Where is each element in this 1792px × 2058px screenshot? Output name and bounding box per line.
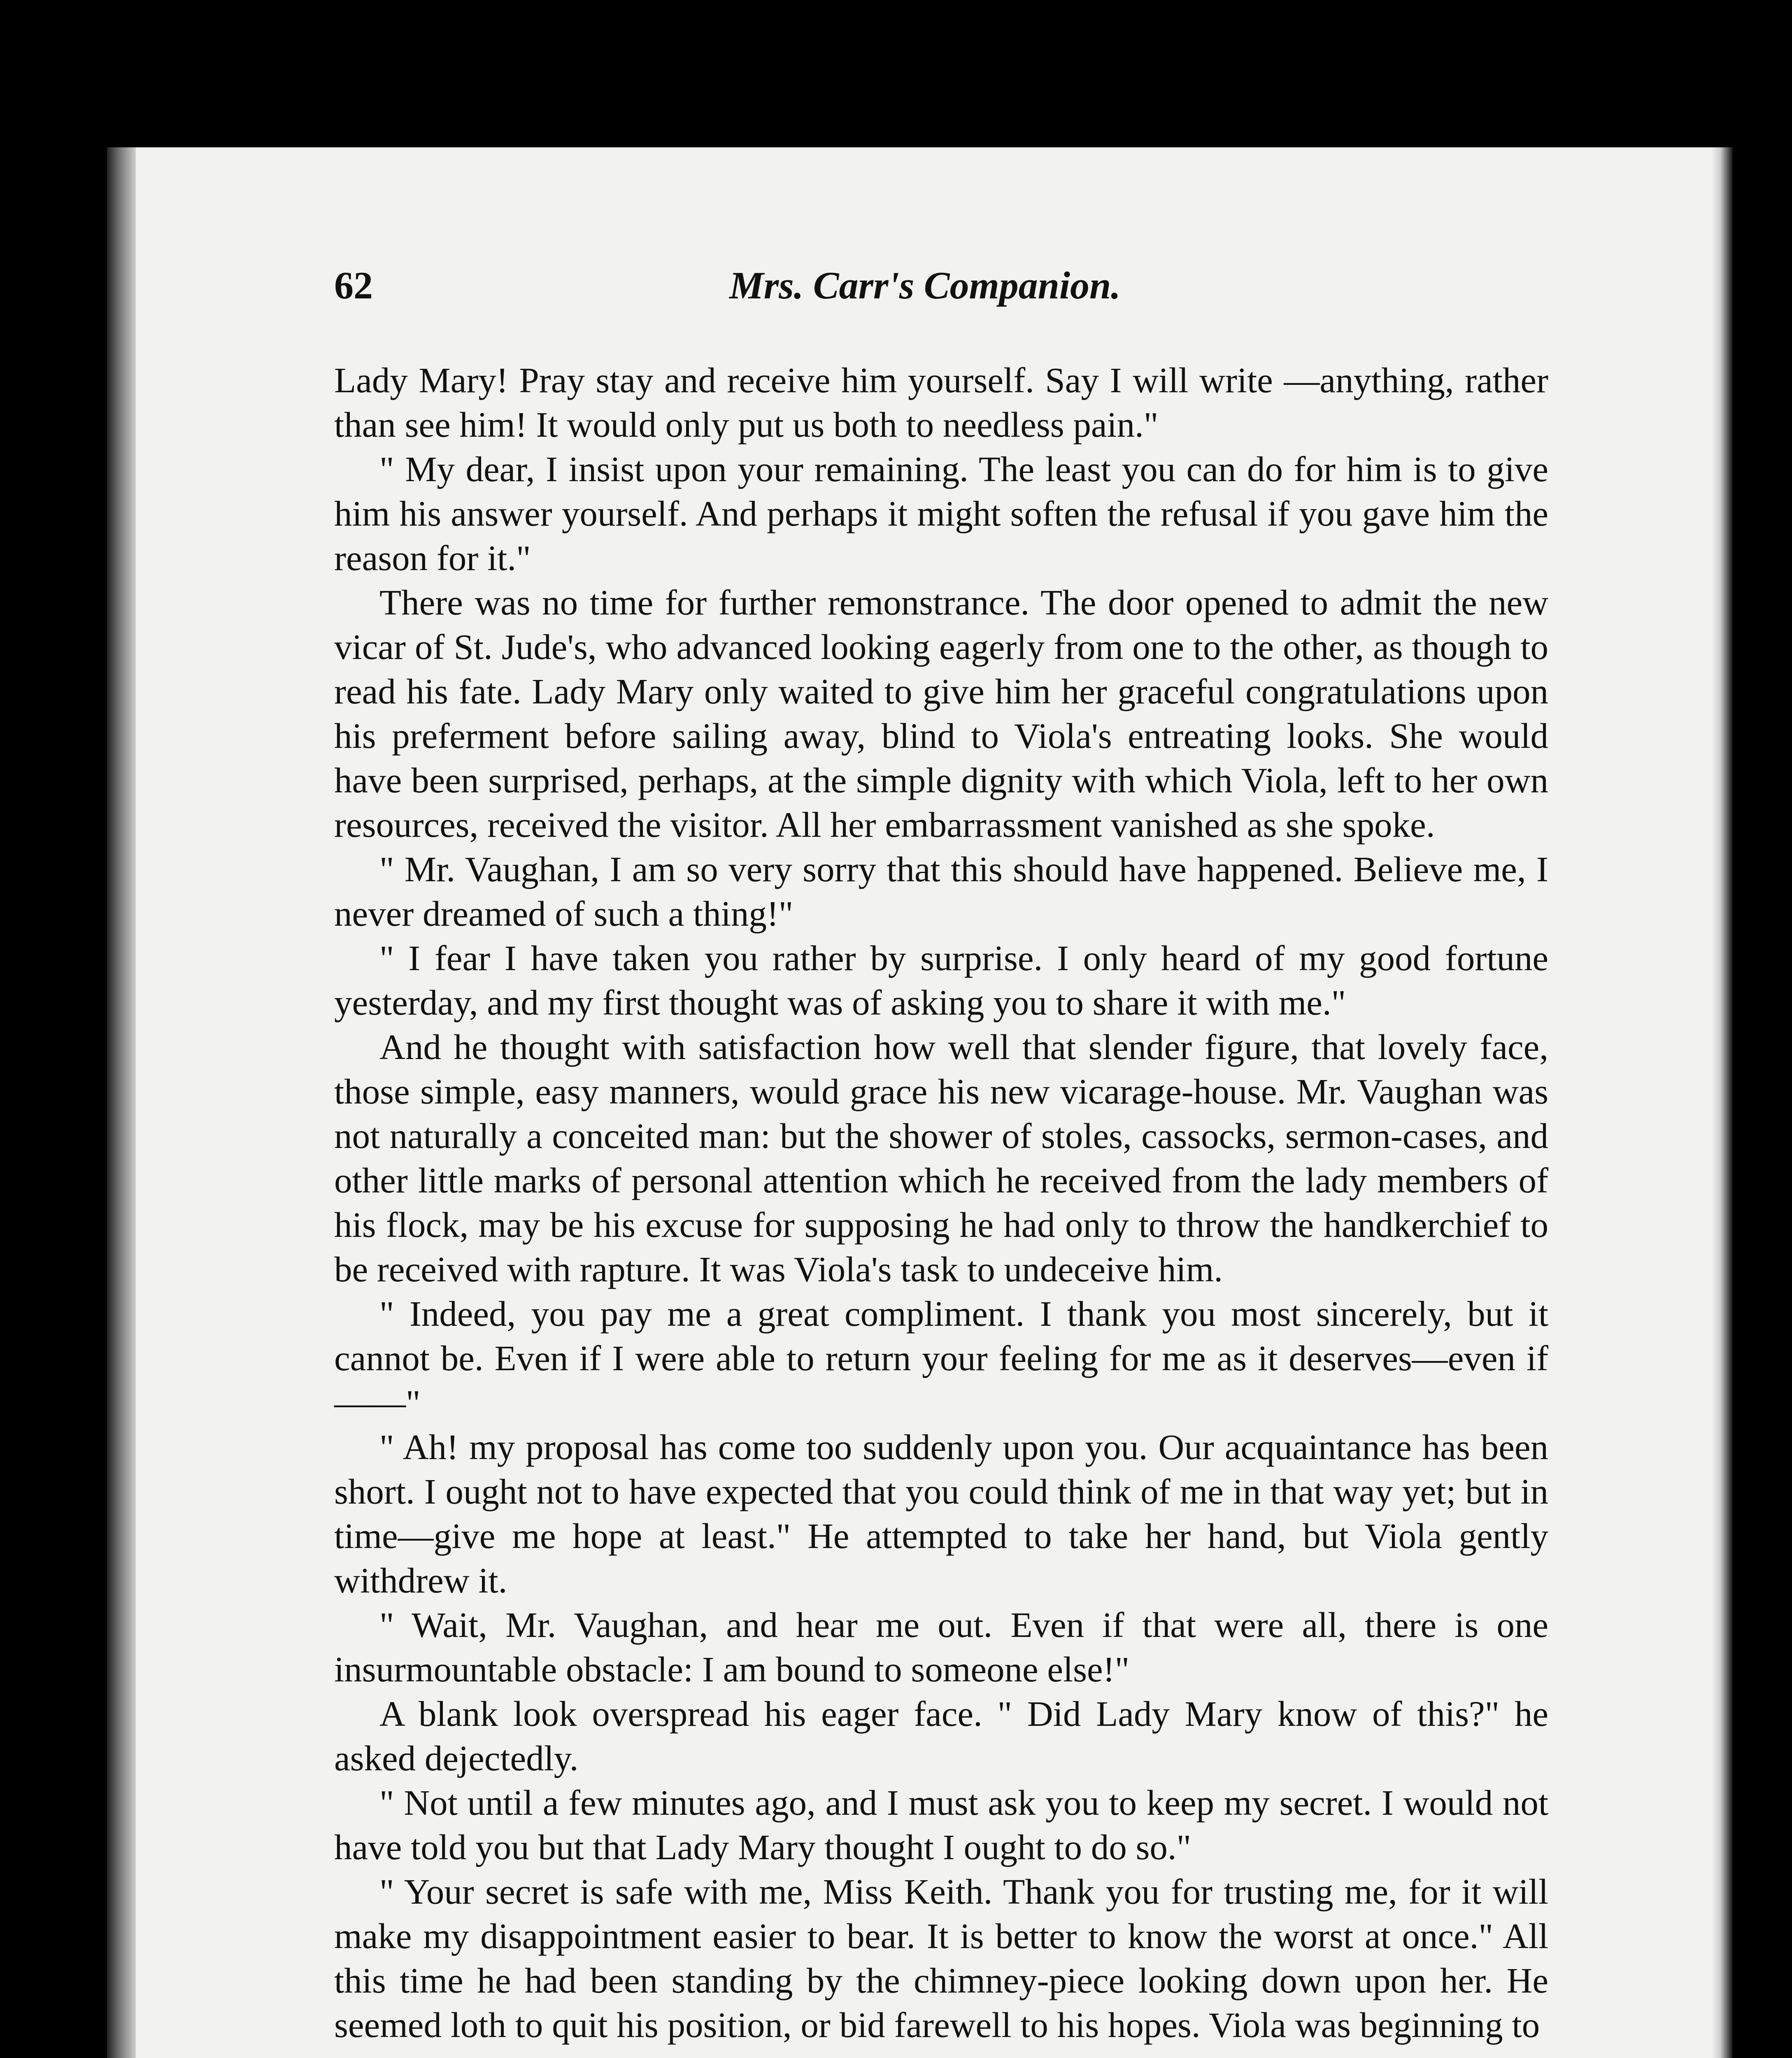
paragraph: " I fear I have taken you rather by surprise. I only heard of my good fortune yesterday, and my first thought was of asking you to share it with me." bbox=[334, 938, 1548, 1022]
paragraph: And he thought with satisfaction how well that slender figure, that lovely face, those simple, easy manners, would grace his new vicarage-house. Mr. Vaughan was not naturally a conceited man: but the shower of stoles, cassocks, sermon-cases, and other little marks of personal attention which he received from the lady members of his flock, may be his excuse for supposing he had only to throw the handkerchief to be received with rapture. It was Viola's task to undeceive him. bbox=[334, 1027, 1548, 1289]
body-text bbox=[334, 358, 1548, 2047]
paragraph: " Indeed, you pay me a great compliment. I thank you most sincerely, but it cannot be. Even if I were able to return your feeling for me as it deserves—even if——" bbox=[334, 1294, 1548, 1422]
paragraph: " Ah! my proposal has come too suddenly upon you. Our acquaintance has been short. I ought not to have expected that you could think of me in that way yet; but in time—give me hope at least." He attempted to take her hand, but Viola gently withdrew it. bbox=[334, 1427, 1548, 1600]
page-header bbox=[334, 263, 1569, 317]
paragraph: " Your secret is safe with me, Miss Keith. Thank you for trusting me, for it will make my disappointment easier to bear. It is better to know the worst at once." All this time he had been standing by the chimney-piece looking down upon her. He seemed loth to quit his position, or bid farewell to his hopes. Viola was beginning to bbox=[334, 1872, 1548, 2045]
paragraph: Lady Mary! Pray stay and receive him yourself. Say I will write —anything, rather than see him! It would only put us both to needless pain." bbox=[334, 360, 1548, 445]
paragraph: " My dear, I insist upon your remaining. The least you can do for him is to give him his answer yourself. And perhaps it might soften the refusal if you gave him the reason for it." bbox=[334, 449, 1548, 578]
next-page-edge bbox=[1712, 147, 1733, 2058]
running-title: Mrs. Carr's Companion. bbox=[729, 264, 1121, 307]
book-spine-shadow bbox=[107, 147, 136, 2058]
page-number: 62 bbox=[334, 264, 373, 307]
paragraph: A blank look overspread his eager face. " Did Lady Mary know of this?" he asked dejectedly. bbox=[334, 1694, 1548, 1778]
paragraph: There was no time for further remonstrance. The door opened to admit the new vicar of St. Jude's, who advanced looking eagerly from one to the other, as though to read his fate. Lady Mary only waited to give him her graceful congratulations upon his preferment before sailing away, blind to Viola's entreating looks. She would have been surprised, perhaps, at the simple dignity with which Viola, left to her own resources, received the visitor. All her embarrassment vanished as she spoke. bbox=[334, 582, 1548, 845]
paragraph: " Mr. Vaughan, I am so very sorry that this should have happened. Believe me, I never dreamed of such a thing!" bbox=[334, 849, 1548, 934]
paragraph: " Wait, Mr. Vaughan, and hear me out. Even if that were all, there is one insurmountable obstacle: I am bound to someone else!" bbox=[334, 1605, 1548, 1689]
paragraph: " Not until a few minutes ago, and I must ask you to keep my secret. I would not have told you but that Lady Mary thought I ought to do so." bbox=[334, 1783, 1548, 1867]
